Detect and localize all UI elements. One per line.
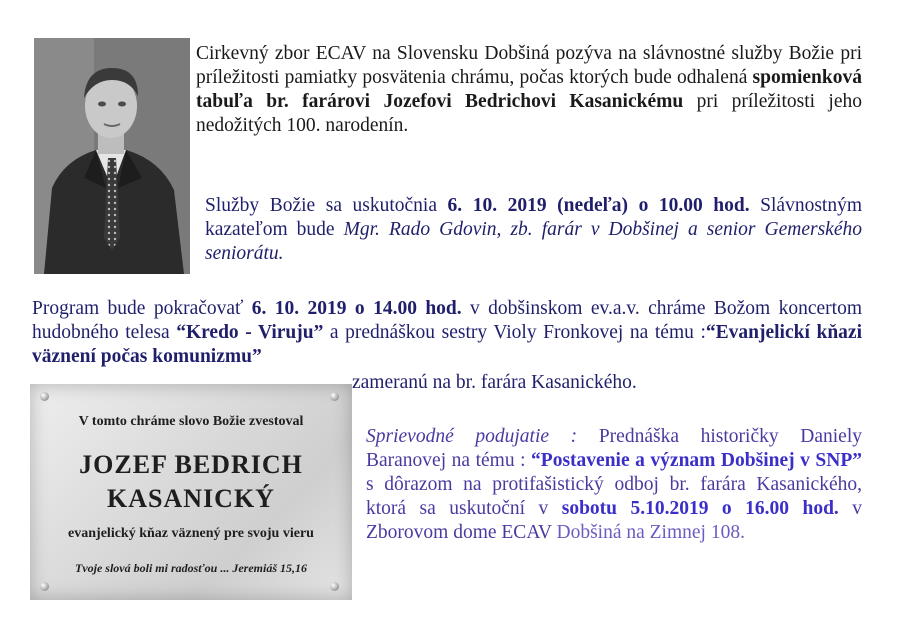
side-event-label: Sprievodné podujatie : — [366, 426, 578, 447]
portrait-photo — [34, 38, 190, 274]
portrait-illustration — [34, 38, 190, 274]
intro-text-1: Cirkevný zbor ECAV na Slovensku Dobšiná pozýva na slávnostné služby Božie pri príležitosti pamiatky posvätenia chrámu, počas ktorých bude odhalená — [196, 43, 862, 88]
plaque-name-2: KASANICKÝ — [107, 484, 275, 513]
program-ensemble: “Kredo - Viruju” — [176, 322, 324, 343]
plaque-screw — [330, 392, 339, 401]
side-event-date: sobotu 5.10.2019 o 16.00 hod. — [561, 498, 839, 519]
plaque-name-1: JOZEF BEDRICH — [79, 450, 303, 479]
side-event-text-6: v Zborovom dome ECAV — [366, 498, 863, 543]
plaque-line-4: evanjelický kňaz väznený pre svoju vieru — [68, 526, 314, 541]
side-event-topic: “Postavenie a význam Dobšinej v SNP” — [531, 450, 862, 471]
service-paragraph — [205, 194, 862, 266]
program-text-1: Program bude pokračovať — [32, 298, 252, 319]
side-event-address: Dobšiná na Zimnej 108. — [556, 522, 745, 543]
plaque-screw — [40, 582, 49, 591]
plaque-verse: Tvoje slová boli mi radosťou ... Jeremiáš 15,16 — [74, 561, 308, 575]
service-text-1: Služby Božie sa uskutočnia — [205, 195, 448, 216]
program-text-3: v dobšinskom ev.a.v. chráme Božom koncertom hudobného telesa — [32, 298, 862, 343]
program-paragraph — [32, 297, 862, 369]
program-paragraph-end — [352, 371, 872, 395]
program-lecture-title: “Evanjelickí kňazi väznení počas komunizmu” — [32, 322, 862, 367]
program-date-bold: 6. 10. 2019 o 14.00 hod. — [251, 298, 462, 319]
side-event-paragraph — [366, 425, 862, 545]
service-preacher: Mgr. Rado Gdovin, zb. farár v Dobšinej a senior Gemerského seniorátu. — [205, 219, 862, 264]
service-date-bold: 6. 10. 2019 (nedeľa) o 10.00 hod. — [447, 195, 750, 216]
service-text-3: Slávnostným kazateľom bude — [205, 195, 862, 240]
plaque-line-1: V tomto chráme slovo Božie zvestoval — [78, 414, 304, 429]
intro-paragraph — [196, 42, 862, 138]
plaque-screw — [330, 582, 339, 591]
program-text-5: a prednáškou sestry Violy Fronkovej na tému : — [323, 322, 706, 343]
intro-text-bold: spomienková tabuľa br. farárovi Jozefovi Bedrichovi Kasanickému — [196, 67, 862, 112]
intro-text-3: pri príležitosti jeho nedožitých 100. narodenín. — [196, 91, 862, 136]
side-event-text-4: s dôrazom na protifašistický odboj br. farára Kasanického, ktorá sa uskutoční v — [366, 474, 862, 519]
plaque-photo — [30, 384, 352, 600]
plaque-screw — [40, 392, 49, 401]
side-event-text-2: Prednáška historičky Daniely Baranovej na tému : — [366, 426, 862, 471]
program-text-7: zameranú na br. farára Kasanického. — [352, 372, 637, 393]
